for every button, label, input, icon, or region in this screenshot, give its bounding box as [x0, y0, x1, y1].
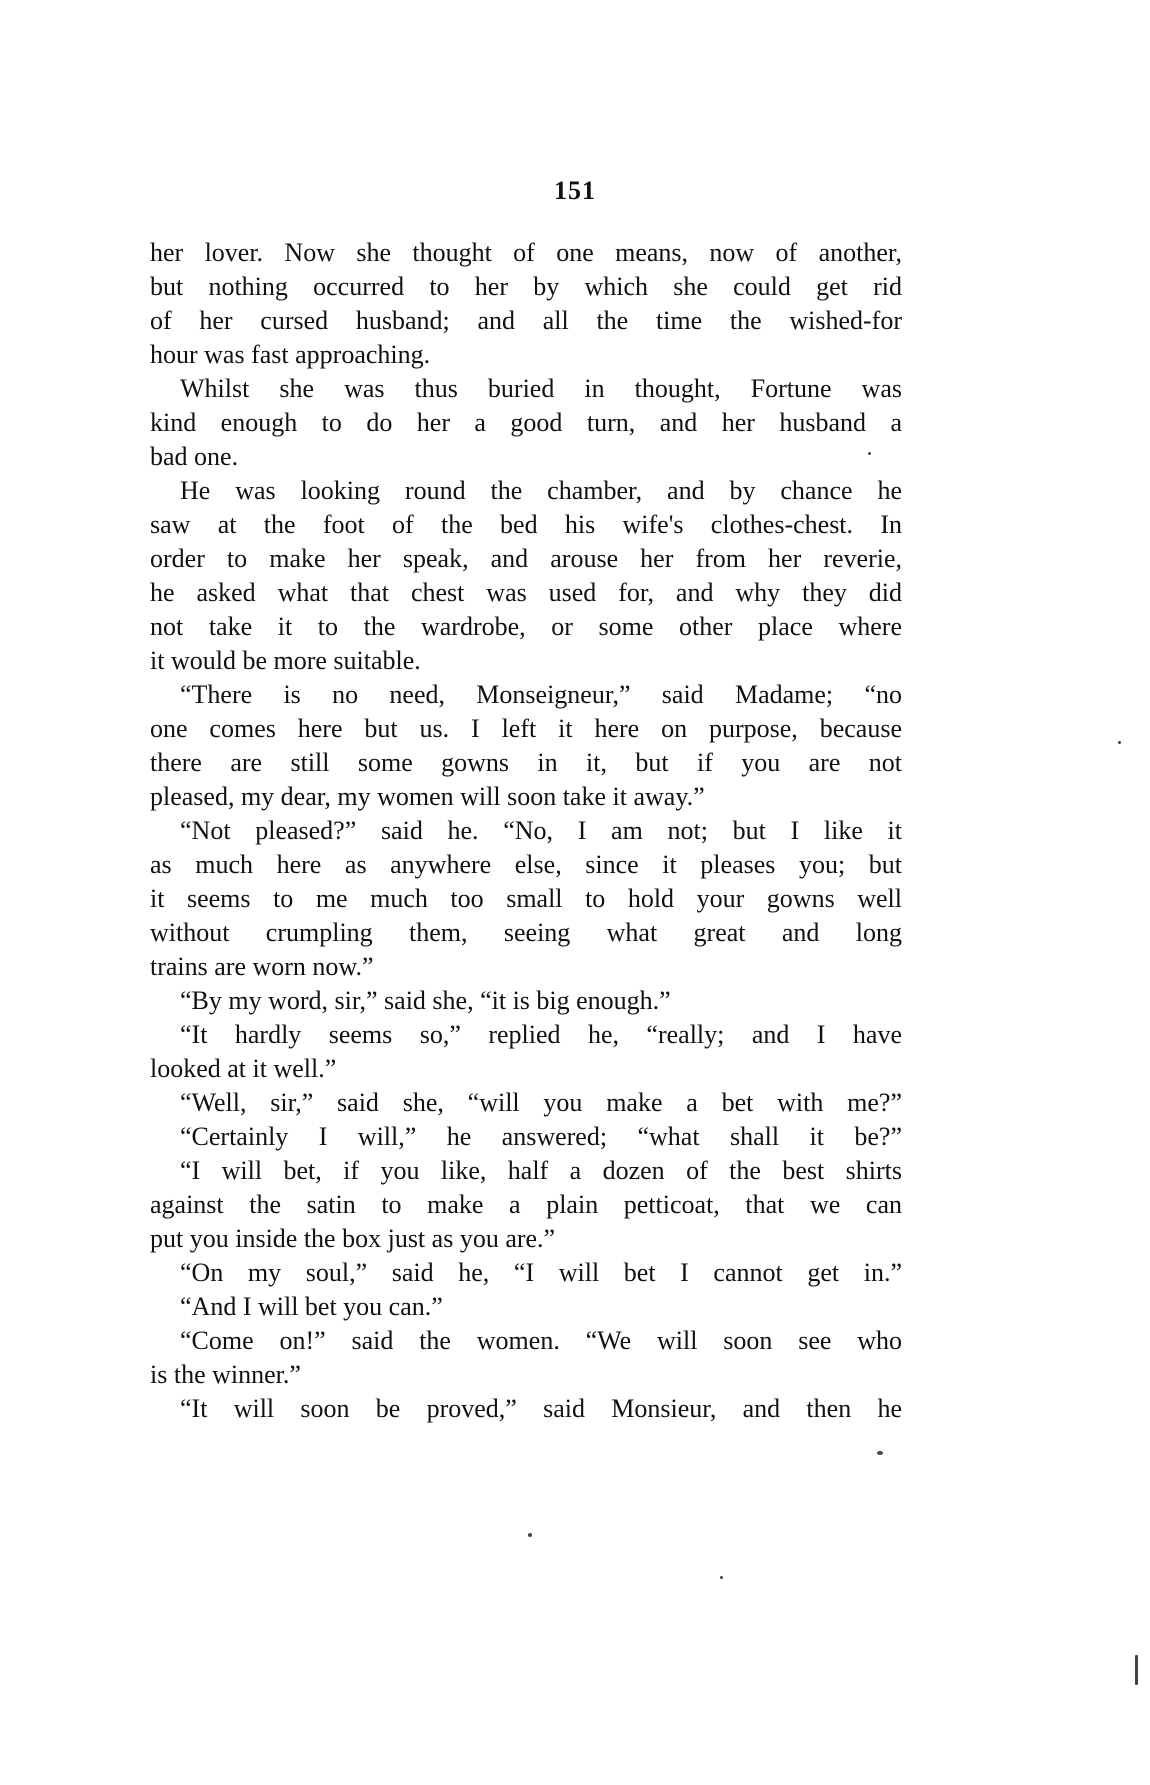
scan-speck — [868, 452, 871, 455]
scan-speck — [528, 1533, 532, 1537]
scan-speck — [877, 1451, 883, 1455]
text-line: without crumpling them, seeing what great and long — [150, 918, 902, 947]
text-line: there are still some gowns in it, but if you are not — [150, 748, 902, 777]
text-line: it seems to me much too small to hold your gowns well — [150, 884, 902, 913]
text-line: “And I will bet you can.” — [180, 1292, 443, 1321]
text-line: trains are worn now.” — [150, 952, 374, 981]
text-line: of her cursed husband; and all the time the wished-for — [150, 306, 902, 335]
text-line: “It hardly seems so,” replied he, “really; and I have — [180, 1020, 902, 1049]
text-line: bad one. — [150, 442, 239, 471]
text-line: hour was fast approaching. — [150, 340, 431, 369]
text-line: “Well, sir,” said she, “will you make a bet with me?” — [180, 1088, 902, 1117]
text-line: it would be more suitable. — [150, 646, 421, 675]
text-line: “On my soul,” said he, “I will bet I cannot get in.” — [180, 1258, 902, 1287]
text-line: her lover. Now she thought of one means, now of another, — [150, 238, 902, 267]
text-line: looked at it well.” — [150, 1054, 337, 1083]
text-line: one comes here but us. I left it here on purpose, because — [150, 714, 902, 743]
body-text — [150, 236, 902, 1426]
text-line: “There is no need, Monseigneur,” said Madame; “no — [180, 680, 902, 709]
text-line: Whilst she was thus buried in thought, Fortune was — [180, 374, 902, 403]
scan-speck — [1135, 1655, 1138, 1685]
text-line: “By my word, sir,” said she, “it is big enough.” — [180, 986, 671, 1015]
text-line: order to make her speak, and arouse her from her reverie, — [150, 544, 902, 573]
text-line: “It will soon be proved,” said Monsieur, and then he — [180, 1394, 902, 1423]
text-line: but nothing occurred to her by which she could get rid — [150, 272, 902, 301]
text-line: not take it to the wardrobe, or some other place where — [150, 612, 902, 641]
text-line: “Not pleased?” said he. “No, I am not; but I like it — [180, 816, 902, 845]
page-number: 151 — [554, 176, 596, 205]
text-line: is the winner.” — [150, 1360, 301, 1389]
text-line: kind enough to do her a good turn, and her husband a — [150, 408, 902, 437]
text-line: “Come on!” said the women. “We will soon see who — [180, 1326, 902, 1355]
text-line: “Certainly I will,” he answered; “what shall it be?” — [180, 1122, 902, 1151]
text-line: against the satin to make a plain petticoat, that we can — [150, 1190, 902, 1219]
text-line: pleased, my dear, my women will soon take it away.” — [150, 782, 705, 811]
text-line: “I will bet, if you like, half a dozen of the best shirts — [180, 1156, 902, 1185]
scan-speck — [720, 1576, 723, 1579]
text-line: put you inside the box just as you are.” — [150, 1224, 556, 1253]
text-line: He was looking round the chamber, and by chance he — [180, 476, 902, 505]
text-line: saw at the foot of the bed his wife's clothes-chest. In — [150, 510, 902, 539]
text-line: as much here as anywhere else, since it pleases you; but — [150, 850, 902, 879]
text-line: he asked what that chest was used for, and why they did — [150, 578, 902, 607]
scan-speck — [1118, 741, 1121, 744]
